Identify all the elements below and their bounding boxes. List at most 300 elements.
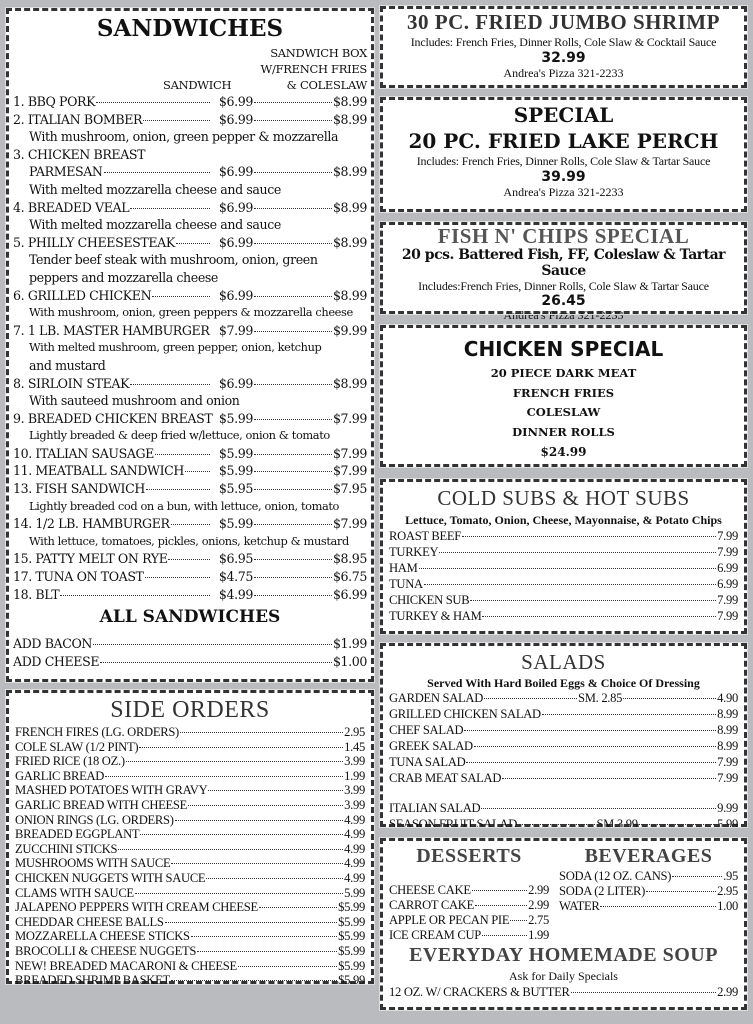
item-price: 2.99 [528, 883, 549, 897]
dot-leader [639, 824, 716, 825]
subs-title: COLD SUBS & HOT SUBS [437, 486, 690, 510]
menu-item [389, 528, 738, 544]
item-name: TURKEY & HAM [389, 609, 482, 623]
menu-item [559, 869, 738, 884]
dot-leader [466, 762, 716, 763]
dot-leader [254, 595, 332, 596]
item-name: HAM [389, 561, 418, 575]
small-price: SM.3.99 [596, 817, 638, 831]
desserts-beverages-section [380, 838, 747, 1010]
dot-leader [100, 662, 332, 663]
dot-leader [130, 384, 210, 385]
item-price: 1.45 [344, 739, 365, 754]
item-name: 14. 1/2 LB. HAMBURGER [13, 516, 170, 532]
item-price: 8.99 [717, 723, 738, 737]
dot-leader [145, 577, 210, 578]
item-price: 4.99 [344, 841, 365, 856]
menu-item [15, 827, 365, 842]
sandwich-price: $5.99 [218, 410, 253, 426]
box-col-header-3: & COLESLAW [286, 78, 367, 92]
item-price: 7.99 [717, 609, 738, 623]
dot-leader [518, 824, 595, 825]
sandwich-price: $5.95 [218, 481, 253, 497]
sandwich-price: $6.99 [218, 94, 253, 109]
item-name: 5. PHILLY CHEESESTEAK [13, 234, 175, 250]
dot-leader [472, 890, 527, 891]
item-name: ADD CHEESE [13, 653, 100, 669]
sandwich-row [13, 234, 367, 252]
sandwich-price: $6.99 [218, 287, 253, 303]
item-price: $5.99 [338, 914, 365, 929]
item-name: 15. PATTY MELT ON RYE [13, 551, 168, 567]
sandwich-price: $4.99 [218, 586, 253, 602]
sandwich-price: $4.75 [218, 569, 253, 585]
item-name: ICE CREAM CUP [389, 928, 481, 942]
salads-title: SALADS [521, 650, 606, 674]
menu-item [389, 816, 738, 832]
box-col-header-2: W/FRENCH FRIES [260, 62, 367, 76]
perch-price: 39.99 [541, 169, 586, 185]
menu-item [389, 754, 738, 770]
dot-leader [254, 419, 332, 420]
item-price: $5.99 [338, 900, 365, 915]
perch-title-1: SPECIAL [513, 103, 614, 127]
dot-leader [439, 552, 716, 553]
shrimp-includes: Includes: French Fries, Dinner Rolls, Cole Slaw & Cocktail Sauce [410, 35, 717, 49]
side-orders-title: SIDE ORDERS [110, 697, 270, 723]
box-price: $7.99 [332, 516, 367, 532]
sandwiches-title: SANDWICHES [96, 15, 284, 42]
item-description: With mushroom, onion, green pepper & mozzarella [29, 129, 339, 145]
chicken-title: CHICKEN SPECIAL [463, 337, 664, 361]
all-sandwiches-title: ALL SANDWICHES [99, 607, 281, 628]
menu-item [15, 754, 365, 769]
sandwich-row [13, 568, 367, 586]
dot-leader [254, 524, 332, 525]
item-description: Lightly breaded & deep fried w/lettuce, onion & tomato [29, 428, 330, 443]
sandwich-row [13, 445, 367, 463]
menu-item [15, 915, 365, 930]
menu-item [15, 929, 365, 944]
item-price: 7.99 [717, 755, 738, 769]
box-price: $8.99 [332, 287, 367, 303]
menu-item [389, 800, 738, 816]
dot-leader [171, 524, 210, 525]
dot-leader [96, 102, 210, 103]
item-name: APPLE OR PECAN PIE [389, 913, 510, 927]
sandwich-price: $7.99 [218, 322, 253, 338]
item-name: BREADED EGGPLANT [15, 827, 140, 842]
dot-leader [139, 747, 343, 748]
sandwich-row [13, 322, 367, 340]
menu-item [389, 770, 738, 786]
item-name: GARLIC BREAD WITH CHEESE [15, 797, 188, 812]
item-price: $5.99 [338, 958, 365, 973]
item-name: FRENCH FIRES (LG. ORDERS) [15, 725, 179, 739]
item-name: COLE SLAW (1/2 PINT) [15, 739, 139, 754]
item-description: and mustard [29, 357, 106, 373]
item-price: 7.99 [717, 771, 738, 785]
dot-leader [254, 172, 332, 173]
dot-leader [254, 471, 332, 472]
dot-leader [254, 102, 332, 103]
sandwich-row [13, 93, 367, 111]
salads-sub: Served With Hard Boiled Eggs & Choice Of Dressing [427, 676, 700, 690]
item-name: ROAST BEEF [389, 529, 461, 543]
soup-title: EVERYDAY HOMEMADE SOUP [409, 944, 718, 966]
item-price: 5.99 [717, 817, 739, 831]
item-description: With lettuce, tomatoes, pickles, onions, ketchup & mustard [29, 533, 349, 548]
fish-includes: Includes:French Fries, Dinner Rolls, Cole Slaw & Tartar Sauce [418, 279, 709, 293]
item-name-line: 3. CHICKEN BREAST [13, 146, 146, 162]
box-price: $6.99 [332, 586, 367, 602]
fish-chips-special [380, 222, 747, 322]
dot-leader [126, 761, 343, 762]
box-price: $8.95 [332, 551, 367, 567]
chicken-price: $24.99 [540, 445, 587, 459]
item-name: CHEF SALAD [389, 723, 464, 737]
dot-leader [197, 951, 337, 952]
item-price: 9.99 [717, 801, 738, 815]
shrimp-special [380, 6, 747, 88]
item-price: 3.99 [344, 783, 365, 798]
item-price: 8.99 [717, 739, 738, 753]
item-price: $5.99 [338, 929, 365, 944]
item-name: 4. BREADED VEAL [13, 199, 130, 215]
dot-leader [254, 296, 332, 297]
item-name: ONION RINGS (LG. ORDERS) [15, 812, 174, 827]
fish-price: 26.45 [541, 293, 586, 309]
dot-leader [571, 992, 717, 993]
item-name: 9. BREADED CHICKEN BREAST [13, 410, 213, 426]
item-price: $1.99 [332, 636, 367, 652]
sandwich-row [13, 163, 367, 181]
box-price: $8.99 [332, 199, 367, 215]
dot-leader [155, 454, 210, 455]
item-name: CHEDDAR CHEESE BALLS [15, 914, 164, 929]
item-name: SEASON FRUIT SALAD [389, 817, 518, 831]
dot-leader [135, 893, 343, 894]
dot-leader [464, 730, 716, 731]
item-name: 10. ITALIAN SAUSAGE [13, 445, 154, 461]
dot-leader [484, 698, 577, 699]
menu-item [389, 690, 738, 706]
item-name: 1. BBQ PORK [13, 94, 96, 109]
dot-leader [118, 849, 343, 850]
item-price: 4.99 [344, 812, 365, 827]
item-price: .95 [723, 869, 738, 883]
item-name: PARMESAN [29, 164, 103, 180]
item-description: With melted mozzarella cheese and sauce [29, 217, 281, 233]
dot-leader [188, 805, 343, 806]
item-price: 2.99 [528, 898, 549, 912]
dot-leader [208, 790, 343, 791]
dot-leader [510, 920, 527, 921]
item-price: 2.95 [344, 725, 365, 739]
item-name: GREEK SALAD [389, 739, 473, 753]
sandwich-row [13, 462, 367, 480]
side-orders-section [6, 690, 374, 988]
item-price: 4.99 [344, 870, 365, 885]
dot-leader [238, 966, 337, 967]
item-name: BREADED SHRIMP BASKET [15, 973, 170, 988]
item-name: NEW! BREADED MACARONI & CHEESE [15, 958, 237, 973]
dot-leader [146, 489, 210, 490]
item-price: 3.99 [344, 797, 365, 812]
sandwich-row [13, 375, 367, 393]
menu-item [389, 608, 738, 624]
dot-leader [254, 454, 332, 455]
chicken-line: FRENCH FRIES [512, 385, 615, 400]
dot-leader [462, 536, 716, 537]
menu-item [15, 944, 365, 959]
item-name: 8. SIRLOIN STEAK [13, 375, 130, 391]
sandwich-price: $6.99 [218, 199, 253, 215]
shrimp-price: 32.99 [541, 50, 586, 66]
dot-leader [672, 876, 722, 877]
item-price: 4.90 [717, 691, 738, 705]
sandwiches-section [6, 8, 374, 682]
sandwich-price: $6.95 [218, 551, 253, 567]
dot-leader [600, 906, 716, 907]
menu-item [15, 783, 365, 798]
fish-sub: 20 pcs. Battered Fish, FF, Coleslaw & Tartar Sauce [401, 247, 726, 279]
dot-leader [482, 935, 527, 936]
item-price: 1.99 [528, 928, 549, 942]
menu-item [389, 898, 549, 913]
item-price: $5.99 [338, 973, 365, 988]
sandwich-price: $5.99 [218, 445, 253, 461]
sandwich-price: $6.99 [218, 234, 253, 250]
dot-leader [419, 568, 717, 569]
box-col-header-1: SANDWICH BOX [270, 46, 367, 60]
menu-item [15, 769, 365, 784]
item-name: 18. BLT [13, 586, 60, 602]
item-name: ADD BACON [13, 636, 93, 652]
item-name: TUNA SALAD [389, 755, 466, 769]
item-price: 1.00 [717, 899, 738, 913]
menu-item [389, 706, 738, 722]
menu-item [15, 842, 365, 857]
item-name: MUSHROOMS WITH SAUCE [15, 856, 171, 871]
shrimp-tag: Andrea's Pizza 321-2233 [503, 66, 624, 80]
menu-item [15, 900, 365, 915]
menu-item [15, 798, 365, 813]
sandwich-price: $5.99 [218, 463, 253, 479]
box-price: $7.99 [332, 463, 367, 479]
dot-leader [254, 559, 332, 560]
perch-tag: Andrea's Pizza 321-2233 [503, 185, 624, 199]
dot-leader [259, 907, 337, 908]
item-price: 6.99 [717, 561, 738, 575]
menu-item [389, 544, 738, 560]
item-name: 2. ITALIAN BOMBER [13, 111, 143, 127]
fish-title: FISH N' CHIPS SPECIAL [437, 224, 690, 248]
item-name: MOZZARELLA CHEESE STICKS [15, 929, 190, 944]
item-price: 8.99 [717, 707, 738, 721]
box-price: $8.99 [332, 375, 367, 391]
item-description: With sauteed mushroom and onion [29, 393, 240, 409]
item-name: TURKEY [389, 545, 439, 559]
sandwich-price: $6.99 [218, 375, 253, 391]
menu-item [389, 985, 738, 1000]
desserts-title: DESSERTS [416, 845, 522, 867]
dot-leader [646, 891, 716, 892]
dot-leader [424, 584, 716, 585]
dot-leader [542, 714, 716, 715]
item-name: 17. TUNA ON TOAST [13, 569, 144, 585]
subs-sub: Lettuce, Tomato, Onion, Cheese, Mayonnaise, & Potato Chips [405, 513, 722, 527]
item-name: BROCOLLI & CHEESE NUGGETS [15, 943, 197, 958]
item-name: TUNA [389, 577, 423, 591]
item-name: 7. 1 LB. MASTER HAMBURGER [13, 322, 210, 338]
menu-item [389, 928, 549, 943]
menu-item [13, 653, 367, 671]
menu-item [15, 856, 365, 871]
item-price: $1.00 [332, 653, 367, 669]
menu-item [15, 973, 365, 988]
item-name: 6. GRILLED CHICKEN [13, 287, 152, 303]
item-price: 6.99 [717, 577, 738, 591]
dot-leader [165, 922, 338, 923]
item-price: 7.99 [717, 593, 738, 607]
item-price: $5.99 [338, 943, 365, 958]
item-description: Lightly breaded cod on a bun, with lettuce, onion, tomato [29, 498, 340, 513]
item-name: CLAMS WITH SAUCE [15, 885, 134, 900]
chicken-special [380, 325, 747, 467]
sandwich-row [13, 550, 367, 568]
dot-leader [60, 595, 210, 596]
item-name: 11. MEATBALL SANDWICH [13, 463, 184, 479]
dot-leader [206, 878, 343, 879]
fish-tag: Andrea's Pizza 321-2233 [503, 308, 624, 322]
item-description: With melted mozzarella cheese and sauce [29, 181, 281, 197]
item-name: MASHED POTATOES WITH GRAVY [15, 783, 208, 798]
box-price: $8.99 [332, 94, 367, 109]
subs-section [380, 479, 747, 634]
box-price: $9.99 [332, 322, 367, 338]
item-description: With mushroom, onion, green peppers & mozzarella cheese [29, 305, 353, 320]
menu-item [15, 813, 365, 828]
item-price: 3.99 [344, 754, 365, 769]
item-name: GARLIC BREAD [15, 768, 105, 783]
menu-item [389, 576, 738, 592]
dot-leader [104, 172, 210, 173]
item-name: 13. FISH SANDWICH [13, 481, 145, 497]
item-name: ZUCCHINI STICKS [15, 841, 118, 856]
item-name: CHEESE CAKE [389, 883, 471, 897]
dot-leader [143, 120, 210, 121]
box-price: $6.75 [332, 569, 367, 585]
item-name: SODA (2 LITER) [559, 884, 646, 898]
box-price: $8.99 [332, 111, 367, 127]
dot-leader [254, 577, 332, 578]
item-price: 2.75 [528, 913, 549, 927]
item-price: 5.99 [344, 885, 365, 900]
item-price: 7.99 [717, 529, 738, 543]
item-name: CARROT CAKE [389, 898, 474, 912]
sandwich-col-header: SANDWICH [163, 78, 232, 92]
dot-leader [175, 820, 344, 821]
sandwich-price: $6.99 [218, 164, 253, 180]
dot-leader [171, 980, 337, 981]
dot-leader [191, 936, 337, 937]
dot-leader [623, 698, 716, 699]
dot-leader [168, 559, 209, 560]
dot-leader [171, 863, 343, 864]
item-name: GRILLED CHICKEN SALAD [389, 707, 541, 721]
dot-leader [502, 778, 716, 779]
sandwich-row [13, 287, 367, 305]
chicken-line: COLESLAW [526, 405, 601, 419]
menu-item [389, 592, 738, 608]
menu-item [15, 740, 365, 755]
dot-leader [482, 616, 716, 617]
sandwich-row [13, 480, 367, 498]
item-description: peppers and mozzarella cheese [29, 269, 218, 285]
menu-item [389, 738, 738, 754]
dot-leader [475, 905, 527, 906]
sandwich-row [13, 111, 367, 129]
menu-item [15, 871, 365, 886]
item-price: 4.99 [344, 856, 365, 871]
sandwich-row [13, 199, 367, 217]
item-description: Tender beef steak with mushroom, onion, green [29, 252, 318, 268]
perch-includes: Includes: French Fries, Dinner Rolls, Cole Slaw & Tartar Sauce [416, 154, 711, 168]
menu-item [15, 886, 365, 901]
item-name: 12 OZ. W/ CRACKERS & BUTTER [389, 985, 570, 999]
item-description: With melted mushroom, green pepper, onion, ketchup [29, 340, 322, 355]
soup-sub: Ask for Daily Specials [509, 969, 618, 983]
dot-leader [254, 208, 332, 209]
dot-leader [254, 384, 332, 385]
item-name: SODA (12 OZ. CANS) [559, 869, 672, 883]
small-price: SM. 2.85 [578, 691, 623, 705]
perch-special [380, 97, 747, 212]
item-name: JALAPENO PEPPERS WITH CREAM CHEESE [15, 900, 258, 915]
menu-item [389, 883, 549, 898]
box-price: $8.99 [332, 164, 367, 180]
dot-leader [254, 120, 332, 121]
dot-leader [470, 600, 716, 601]
dot-leader [176, 243, 210, 244]
dot-leader [185, 471, 210, 472]
menu-item [15, 725, 365, 740]
box-price: $7.99 [332, 410, 367, 426]
item-price: 4.99 [344, 827, 365, 842]
menu-item [559, 899, 738, 914]
dot-leader [254, 331, 332, 332]
item-name: ITALIAN SALAD [389, 801, 481, 815]
dot-leader [474, 746, 716, 747]
box-price: $7.95 [332, 481, 367, 497]
shrimp-title: 30 PC. FRIED JUMBO SHRIMP [407, 10, 720, 34]
menu-item [15, 959, 365, 974]
item-name: CHICKEN SUB [389, 593, 470, 607]
dot-leader [152, 296, 210, 297]
sandwich-price: $5.99 [218, 516, 253, 532]
item-price: 2.95 [717, 884, 738, 898]
perch-title-2: 20 PC. FRIED LAKE PERCH [408, 129, 719, 153]
dot-leader [140, 834, 343, 835]
box-price: $8.99 [332, 234, 367, 250]
menu-item [559, 884, 738, 899]
dot-leader [254, 489, 332, 490]
menu-item [13, 635, 367, 653]
salads-section [380, 643, 747, 831]
dot-leader [180, 732, 343, 733]
item-name: GARDEN SALAD [389, 691, 484, 705]
